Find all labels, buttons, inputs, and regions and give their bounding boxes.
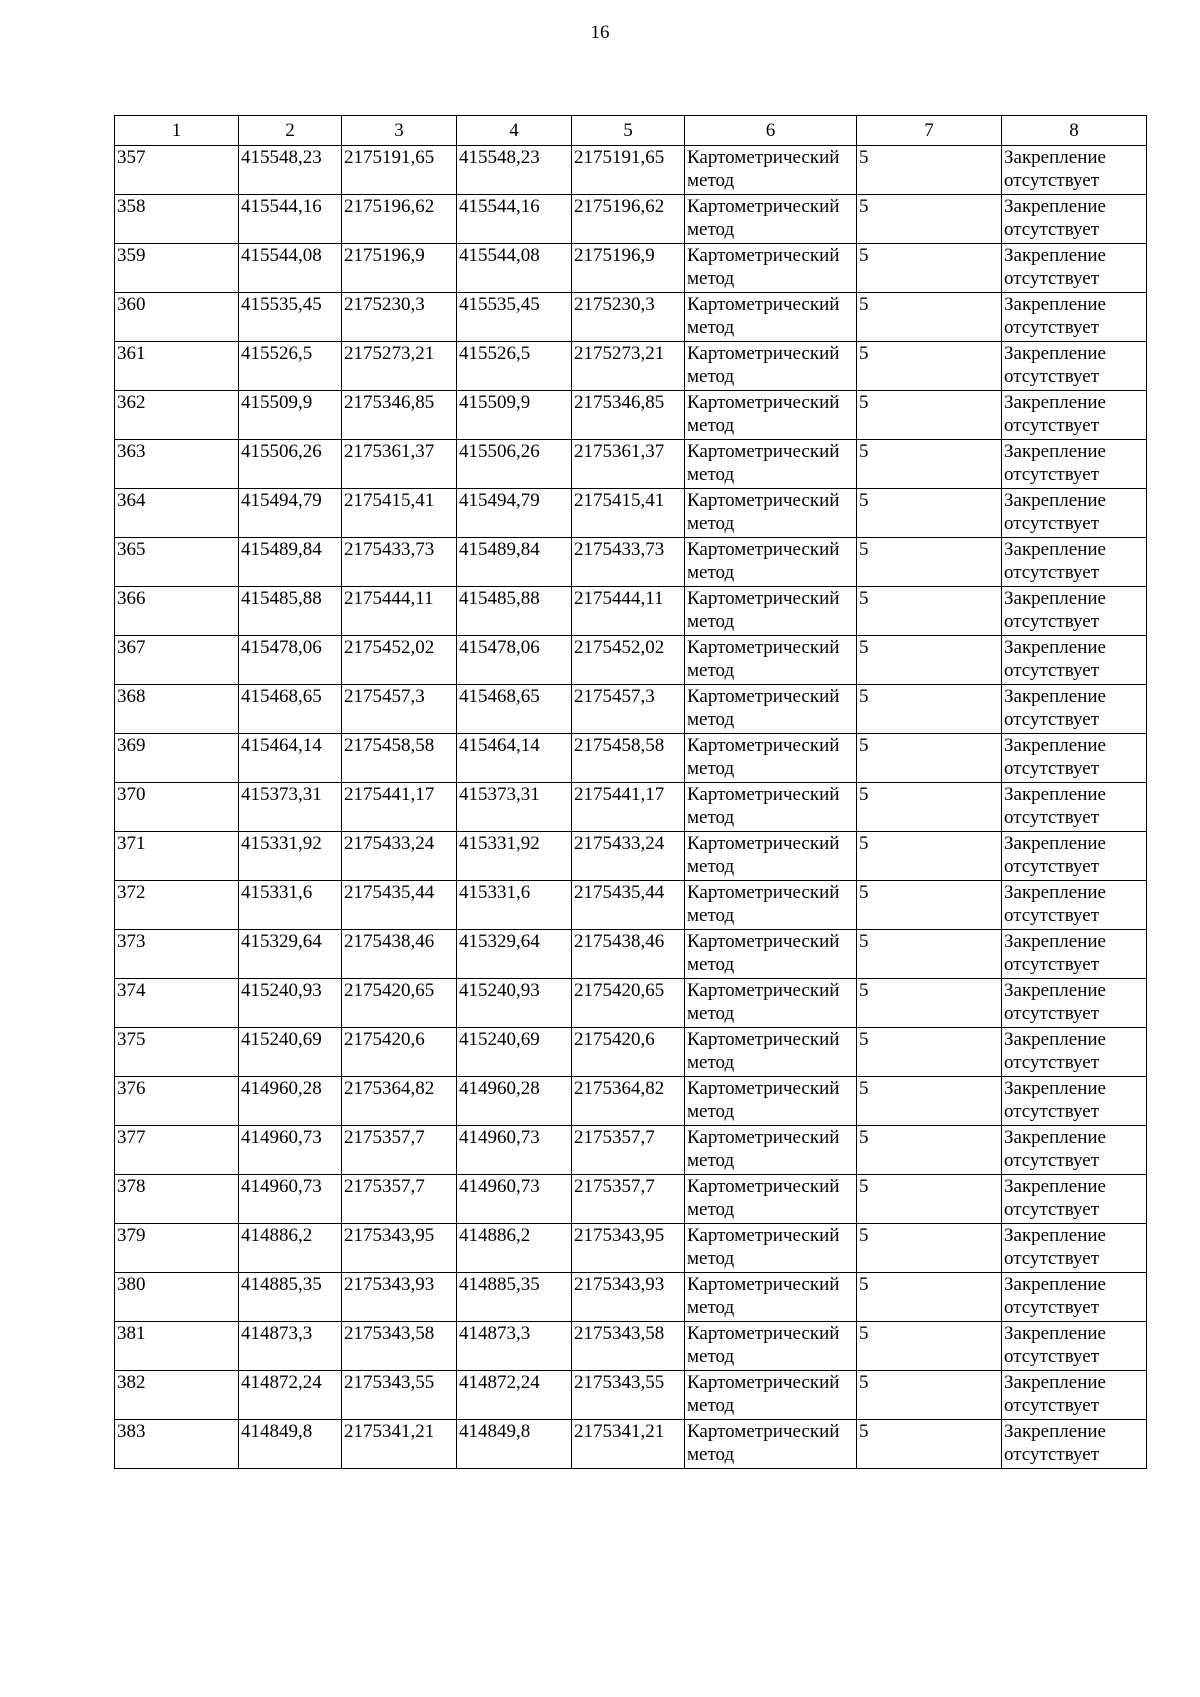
y-coordinate-cell: 2175357,7 (342, 1175, 457, 1224)
method-cell: Картометрический метод (685, 440, 857, 489)
y-coordinate-cell: 2175357,7 (342, 1126, 457, 1175)
fixing-description-cell: Закрепление отсутствует (1002, 685, 1147, 734)
accuracy-cell: 5 (857, 1175, 1002, 1224)
y-coordinate-cell: 2175420,65 (572, 979, 685, 1028)
table-row (115, 1420, 1147, 1469)
x-coordinate-cell: 414886,2 (457, 1224, 572, 1273)
y-coordinate-cell: 2175457,3 (342, 685, 457, 734)
header-row (115, 116, 1147, 146)
column-header: 2 (239, 116, 342, 146)
y-coordinate-cell: 2175230,3 (572, 293, 685, 342)
x-coordinate-cell: 415544,16 (457, 195, 572, 244)
x-coordinate-cell: 415331,92 (457, 832, 572, 881)
y-coordinate-cell: 2175196,9 (572, 244, 685, 293)
method-cell: Картометрический метод (685, 293, 857, 342)
fixing-description-cell: Закрепление отсутствует (1002, 342, 1147, 391)
point-number-cell: 364 (115, 489, 239, 538)
x-coordinate-cell: 415468,65 (239, 685, 342, 734)
point-number-cell: 377 (115, 1126, 239, 1175)
accuracy-cell: 5 (857, 1420, 1002, 1469)
table-row (115, 293, 1147, 342)
x-coordinate-cell: 415526,5 (457, 342, 572, 391)
column-header: 4 (457, 116, 572, 146)
table-row (115, 1175, 1147, 1224)
accuracy-cell: 5 (857, 636, 1002, 685)
fixing-description-cell: Закрепление отсутствует (1002, 1175, 1147, 1224)
point-number-cell: 359 (115, 244, 239, 293)
table-row (115, 195, 1147, 244)
accuracy-cell: 5 (857, 1126, 1002, 1175)
y-coordinate-cell: 2175341,21 (342, 1420, 457, 1469)
accuracy-cell: 5 (857, 734, 1002, 783)
y-coordinate-cell: 2175191,65 (342, 146, 457, 195)
fixing-description-cell: Закрепление отсутствует (1002, 1028, 1147, 1077)
accuracy-cell: 5 (857, 489, 1002, 538)
table-row (115, 734, 1147, 783)
x-coordinate-cell: 414872,24 (457, 1371, 572, 1420)
accuracy-cell: 5 (857, 1371, 1002, 1420)
method-cell: Картометрический метод (685, 244, 857, 293)
y-coordinate-cell: 2175343,95 (342, 1224, 457, 1273)
y-coordinate-cell: 2175361,37 (572, 440, 685, 489)
point-number-cell: 362 (115, 391, 239, 440)
method-cell: Картометрический метод (685, 538, 857, 587)
accuracy-cell: 5 (857, 587, 1002, 636)
table-row (115, 783, 1147, 832)
fixing-description-cell: Закрепление отсутствует (1002, 538, 1147, 587)
fixing-description-cell: Закрепление отсутствует (1002, 930, 1147, 979)
y-coordinate-cell: 2175357,7 (572, 1175, 685, 1224)
y-coordinate-cell: 2175357,7 (572, 1126, 685, 1175)
method-cell: Картометрический метод (685, 685, 857, 734)
point-number-cell: 375 (115, 1028, 239, 1077)
point-number-cell: 378 (115, 1175, 239, 1224)
point-number-cell: 372 (115, 881, 239, 930)
x-coordinate-cell: 415548,23 (457, 146, 572, 195)
y-coordinate-cell: 2175191,65 (572, 146, 685, 195)
y-coordinate-cell: 2175433,73 (342, 538, 457, 587)
y-coordinate-cell: 2175441,17 (572, 783, 685, 832)
x-coordinate-cell: 415478,06 (457, 636, 572, 685)
accuracy-cell: 5 (857, 1028, 1002, 1077)
point-number-cell: 367 (115, 636, 239, 685)
accuracy-cell: 5 (857, 293, 1002, 342)
x-coordinate-cell: 415373,31 (239, 783, 342, 832)
method-cell: Картометрический метод (685, 783, 857, 832)
fixing-description-cell: Закрепление отсутствует (1002, 734, 1147, 783)
method-cell: Картометрический метод (685, 1420, 857, 1469)
accuracy-cell: 5 (857, 1077, 1002, 1126)
fixing-description-cell: Закрепление отсутствует (1002, 587, 1147, 636)
method-cell: Картометрический метод (685, 1077, 857, 1126)
y-coordinate-cell: 2175433,24 (572, 832, 685, 881)
point-number-cell: 374 (115, 979, 239, 1028)
x-coordinate-cell: 415468,65 (457, 685, 572, 734)
method-cell: Картометрический метод (685, 1273, 857, 1322)
method-cell: Картометрический метод (685, 881, 857, 930)
x-coordinate-cell: 415329,64 (239, 930, 342, 979)
table-row (115, 489, 1147, 538)
y-coordinate-cell: 2175343,58 (342, 1322, 457, 1371)
fixing-description-cell: Закрепление отсутствует (1002, 244, 1147, 293)
accuracy-cell: 5 (857, 538, 1002, 587)
table-row (115, 244, 1147, 293)
x-coordinate-cell: 415331,6 (457, 881, 572, 930)
x-coordinate-cell: 414872,24 (239, 1371, 342, 1420)
accuracy-cell: 5 (857, 391, 1002, 440)
table-header (115, 116, 1147, 146)
x-coordinate-cell: 415506,26 (239, 440, 342, 489)
table-row (115, 1077, 1147, 1126)
point-number-cell: 380 (115, 1273, 239, 1322)
y-coordinate-cell: 2175196,9 (342, 244, 457, 293)
y-coordinate-cell: 2175435,44 (342, 881, 457, 930)
method-cell: Картометрический метод (685, 1126, 857, 1175)
page-number: 16 (590, 22, 610, 43)
table-row (115, 587, 1147, 636)
point-number-cell: 382 (115, 1371, 239, 1420)
x-coordinate-cell: 415494,79 (457, 489, 572, 538)
y-coordinate-cell: 2175273,21 (342, 342, 457, 391)
y-coordinate-cell: 2175343,95 (572, 1224, 685, 1273)
x-coordinate-cell: 414960,73 (239, 1126, 342, 1175)
table-row (115, 440, 1147, 489)
point-number-cell: 373 (115, 930, 239, 979)
fixing-description-cell: Закрепление отсутствует (1002, 1224, 1147, 1273)
y-coordinate-cell: 2175458,58 (572, 734, 685, 783)
table-row (115, 146, 1147, 195)
fixing-description-cell: Закрепление отсутствует (1002, 293, 1147, 342)
x-coordinate-cell: 415485,88 (239, 587, 342, 636)
x-coordinate-cell: 415240,93 (239, 979, 342, 1028)
x-coordinate-cell: 415478,06 (239, 636, 342, 685)
x-coordinate-cell: 414849,8 (239, 1420, 342, 1469)
x-coordinate-cell: 415548,23 (239, 146, 342, 195)
y-coordinate-cell: 2175444,11 (572, 587, 685, 636)
x-coordinate-cell: 415535,45 (457, 293, 572, 342)
fixing-description-cell: Закрепление отсутствует (1002, 881, 1147, 930)
y-coordinate-cell: 2175343,55 (572, 1371, 685, 1420)
y-coordinate-cell: 2175420,65 (342, 979, 457, 1028)
method-cell: Картометрический метод (685, 391, 857, 440)
y-coordinate-cell: 2175415,41 (342, 489, 457, 538)
table-row (115, 1322, 1147, 1371)
accuracy-cell: 5 (857, 1224, 1002, 1273)
y-coordinate-cell: 2175457,3 (572, 685, 685, 734)
method-cell: Картометрический метод (685, 342, 857, 391)
x-coordinate-cell: 414960,73 (457, 1126, 572, 1175)
fixing-description-cell: Закрепление отсутствует (1002, 1420, 1147, 1469)
accuracy-cell: 5 (857, 244, 1002, 293)
table-row (115, 342, 1147, 391)
x-coordinate-cell: 415494,79 (239, 489, 342, 538)
y-coordinate-cell: 2175230,3 (342, 293, 457, 342)
point-number-cell: 370 (115, 783, 239, 832)
y-coordinate-cell: 2175361,37 (342, 440, 457, 489)
method-cell: Картометрический метод (685, 734, 857, 783)
x-coordinate-cell: 415240,93 (457, 979, 572, 1028)
y-coordinate-cell: 2175364,82 (572, 1077, 685, 1126)
accuracy-cell: 5 (857, 685, 1002, 734)
method-cell: Картометрический метод (685, 1224, 857, 1273)
fixing-description-cell: Закрепление отсутствует (1002, 489, 1147, 538)
method-cell: Картометрический метод (685, 1322, 857, 1371)
point-number-cell: 365 (115, 538, 239, 587)
point-number-cell: 360 (115, 293, 239, 342)
method-cell: Картометрический метод (685, 1175, 857, 1224)
x-coordinate-cell: 415373,31 (457, 783, 572, 832)
coordinates-table (114, 115, 1147, 1469)
y-coordinate-cell: 2175341,21 (572, 1420, 685, 1469)
method-cell: Картометрический метод (685, 979, 857, 1028)
column-header: 3 (342, 116, 457, 146)
x-coordinate-cell: 415535,45 (239, 293, 342, 342)
point-number-cell: 363 (115, 440, 239, 489)
table-row (115, 1028, 1147, 1077)
table-row (115, 685, 1147, 734)
point-number-cell: 361 (115, 342, 239, 391)
x-coordinate-cell: 415506,26 (457, 440, 572, 489)
y-coordinate-cell: 2175346,85 (572, 391, 685, 440)
method-cell: Картометрический метод (685, 195, 857, 244)
accuracy-cell: 5 (857, 146, 1002, 195)
x-coordinate-cell: 415240,69 (239, 1028, 342, 1077)
fixing-description-cell: Закрепление отсутствует (1002, 1273, 1147, 1322)
fixing-description-cell: Закрепление отсутствует (1002, 1077, 1147, 1126)
x-coordinate-cell: 415509,9 (457, 391, 572, 440)
method-cell: Картометрический метод (685, 1371, 857, 1420)
fixing-description-cell: Закрепление отсутствует (1002, 979, 1147, 1028)
x-coordinate-cell: 414886,2 (239, 1224, 342, 1273)
y-coordinate-cell: 2175346,85 (342, 391, 457, 440)
x-coordinate-cell: 415489,84 (239, 538, 342, 587)
x-coordinate-cell: 415526,5 (239, 342, 342, 391)
y-coordinate-cell: 2175415,41 (572, 489, 685, 538)
y-coordinate-cell: 2175444,11 (342, 587, 457, 636)
table-row (115, 1126, 1147, 1175)
x-coordinate-cell: 415544,16 (239, 195, 342, 244)
x-coordinate-cell: 414885,35 (457, 1273, 572, 1322)
fixing-description-cell: Закрепление отсутствует (1002, 146, 1147, 195)
method-cell: Картометрический метод (685, 636, 857, 685)
x-coordinate-cell: 414885,35 (239, 1273, 342, 1322)
fixing-description-cell: Закрепление отсутствует (1002, 391, 1147, 440)
x-coordinate-cell: 415331,6 (239, 881, 342, 930)
table-row (115, 538, 1147, 587)
x-coordinate-cell: 414849,8 (457, 1420, 572, 1469)
point-number-cell: 358 (115, 195, 239, 244)
accuracy-cell: 5 (857, 979, 1002, 1028)
y-coordinate-cell: 2175452,02 (342, 636, 457, 685)
x-coordinate-cell: 415544,08 (457, 244, 572, 293)
table-row (115, 881, 1147, 930)
point-number-cell: 369 (115, 734, 239, 783)
fixing-description-cell: Закрепление отсутствует (1002, 1371, 1147, 1420)
x-coordinate-cell: 414873,3 (239, 1322, 342, 1371)
method-cell: Картометрический метод (685, 146, 857, 195)
x-coordinate-cell: 414873,3 (457, 1322, 572, 1371)
point-number-cell: 379 (115, 1224, 239, 1273)
y-coordinate-cell: 2175452,02 (572, 636, 685, 685)
x-coordinate-cell: 415240,69 (457, 1028, 572, 1077)
x-coordinate-cell: 415489,84 (457, 538, 572, 587)
y-coordinate-cell: 2175196,62 (342, 195, 457, 244)
x-coordinate-cell: 414960,28 (457, 1077, 572, 1126)
column-header: 1 (115, 116, 239, 146)
fixing-description-cell: Закрепление отсутствует (1002, 440, 1147, 489)
point-number-cell: 376 (115, 1077, 239, 1126)
point-number-cell: 368 (115, 685, 239, 734)
y-coordinate-cell: 2175343,58 (572, 1322, 685, 1371)
accuracy-cell: 5 (857, 832, 1002, 881)
x-coordinate-cell: 415331,92 (239, 832, 342, 881)
table-body (115, 146, 1147, 1469)
accuracy-cell: 5 (857, 440, 1002, 489)
method-cell: Картометрический метод (685, 832, 857, 881)
y-coordinate-cell: 2175343,93 (342, 1273, 457, 1322)
table-row (115, 930, 1147, 979)
point-number-cell: 383 (115, 1420, 239, 1469)
x-coordinate-cell: 415464,14 (457, 734, 572, 783)
accuracy-cell: 5 (857, 881, 1002, 930)
point-number-cell: 366 (115, 587, 239, 636)
method-cell: Картометрический метод (685, 587, 857, 636)
column-header: 7 (857, 116, 1002, 146)
method-cell: Картометрический метод (685, 1028, 857, 1077)
x-coordinate-cell: 414960,73 (239, 1175, 342, 1224)
point-number-cell: 371 (115, 832, 239, 881)
table-row (115, 636, 1147, 685)
fixing-description-cell: Закрепление отсутствует (1002, 195, 1147, 244)
point-number-cell: 357 (115, 146, 239, 195)
fixing-description-cell: Закрепление отсутствует (1002, 1322, 1147, 1371)
y-coordinate-cell: 2175458,58 (342, 734, 457, 783)
accuracy-cell: 5 (857, 195, 1002, 244)
x-coordinate-cell: 414960,73 (457, 1175, 572, 1224)
table-row (115, 979, 1147, 1028)
y-coordinate-cell: 2175364,82 (342, 1077, 457, 1126)
table-row (115, 832, 1147, 881)
y-coordinate-cell: 2175433,73 (572, 538, 685, 587)
x-coordinate-cell: 415329,64 (457, 930, 572, 979)
x-coordinate-cell: 415485,88 (457, 587, 572, 636)
y-coordinate-cell: 2175441,17 (342, 783, 457, 832)
table-row (115, 1371, 1147, 1420)
accuracy-cell: 5 (857, 783, 1002, 832)
table-row (115, 391, 1147, 440)
x-coordinate-cell: 414960,28 (239, 1077, 342, 1126)
method-cell: Картометрический метод (685, 489, 857, 538)
x-coordinate-cell: 415464,14 (239, 734, 342, 783)
table-row (115, 1224, 1147, 1273)
fixing-description-cell: Закрепление отсутствует (1002, 1126, 1147, 1175)
y-coordinate-cell: 2175435,44 (572, 881, 685, 930)
column-header: 5 (572, 116, 685, 146)
accuracy-cell: 5 (857, 1273, 1002, 1322)
point-number-cell: 381 (115, 1322, 239, 1371)
y-coordinate-cell: 2175438,46 (572, 930, 685, 979)
y-coordinate-cell: 2175433,24 (342, 832, 457, 881)
accuracy-cell: 5 (857, 1322, 1002, 1371)
column-header: 6 (685, 116, 857, 146)
x-coordinate-cell: 415544,08 (239, 244, 342, 293)
y-coordinate-cell: 2175420,6 (572, 1028, 685, 1077)
fixing-description-cell: Закрепление отсутствует (1002, 636, 1147, 685)
y-coordinate-cell: 2175273,21 (572, 342, 685, 391)
accuracy-cell: 5 (857, 930, 1002, 979)
y-coordinate-cell: 2175420,6 (342, 1028, 457, 1077)
y-coordinate-cell: 2175438,46 (342, 930, 457, 979)
method-cell: Картометрический метод (685, 930, 857, 979)
fixing-description-cell: Закрепление отсутствует (1002, 783, 1147, 832)
table-row (115, 1273, 1147, 1322)
y-coordinate-cell: 2175343,93 (572, 1273, 685, 1322)
y-coordinate-cell: 2175343,55 (342, 1371, 457, 1420)
fixing-description-cell: Закрепление отсутствует (1002, 832, 1147, 881)
x-coordinate-cell: 415509,9 (239, 391, 342, 440)
column-header: 8 (1002, 116, 1147, 146)
accuracy-cell: 5 (857, 342, 1002, 391)
y-coordinate-cell: 2175196,62 (572, 195, 685, 244)
